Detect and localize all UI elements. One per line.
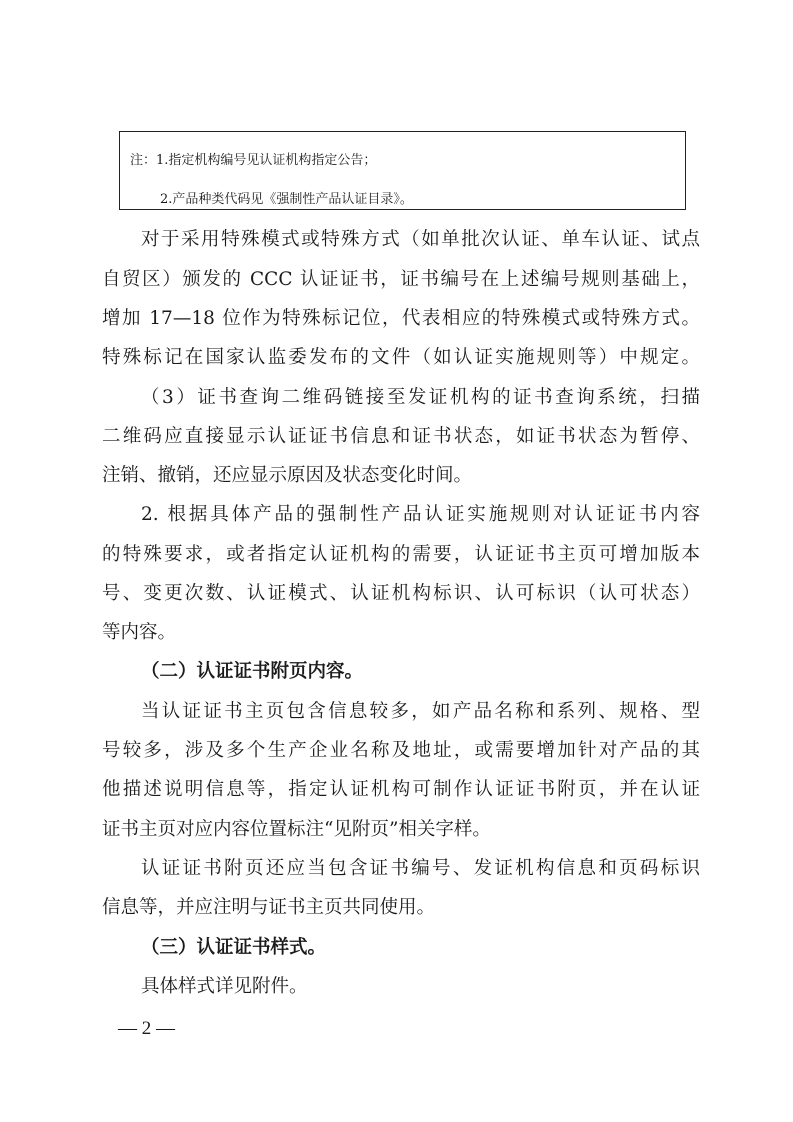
paragraph-line: 的特殊要求，或者指定认证机构的需要，认证证书主页可增加版本 [102,544,700,565]
paragraph-line: 号较多，涉及多个生产企业名称及地址，或需要增加针对产品的其 [102,740,700,761]
paragraph-line: 二维码应直接显示认证证书信息和证书状态，如证书状态为暂停、 [102,426,700,447]
paragraph-line: 认证证书附页还应当包含证书编号、发证机构信息和页码标识 [141,858,700,879]
paragraph-line: 注销、撤销，还应显示原因及状态变化时间。 [102,465,473,486]
paragraph-line: 号、变更次数、认证模式、认证机构标识、认可标识（认可状态） [102,583,700,604]
paragraph-line: 增加 17—18 位作为特殊标记位，代表相应的特殊模式或特殊方式。 [102,308,700,329]
page-number: — 2 — [118,1018,175,1039]
paragraph-line: 等内容。 [102,622,177,643]
section-heading: （二）认证证书附页内容。 [141,661,364,682]
paragraph-line: 当认证证书主页包含信息较多，如产品名称和系列、规格、型 [141,701,700,722]
paragraph-line: 自贸区）颁发的 CCC 认证证书，证书编号在上述编号规则基础上， [102,269,700,290]
paragraph-line: 他描述说明信息等，指定认证机构可制作认证证书附页，并在认证 [102,779,700,800]
note-line-2: 2.产品种类代码见《强制性产品认证目录》。 [160,192,413,207]
paragraph-line: 对于采用特殊模式或特殊方式（如单批次认证、单车认证、试点 [141,229,700,250]
paragraph-line: 特殊标记在国家认监委发布的文件（如认证实施规则等）中规定。 [102,347,700,368]
section-heading: （三）认证证书样式。 [141,937,327,958]
paragraph-line: （3）证书查询二维码链接至发证机构的证书查询系统，扫描 [141,387,700,408]
paragraph-line: 证书主页对应内容位置标注“见附页”相关字样。 [102,819,491,840]
paragraph-line: 信息等，并应注明与证书主页共同使用。 [102,897,436,918]
paragraph-line: 2. 根据具体产品的强制性产品认证实施规则对认证证书内容 [141,504,700,525]
note-line-1: 注：1.指定机构编号见认证机构指定公告； [130,153,377,168]
note-box [119,131,686,210]
paragraph-line: 具体样式详见附件。 [141,976,308,997]
